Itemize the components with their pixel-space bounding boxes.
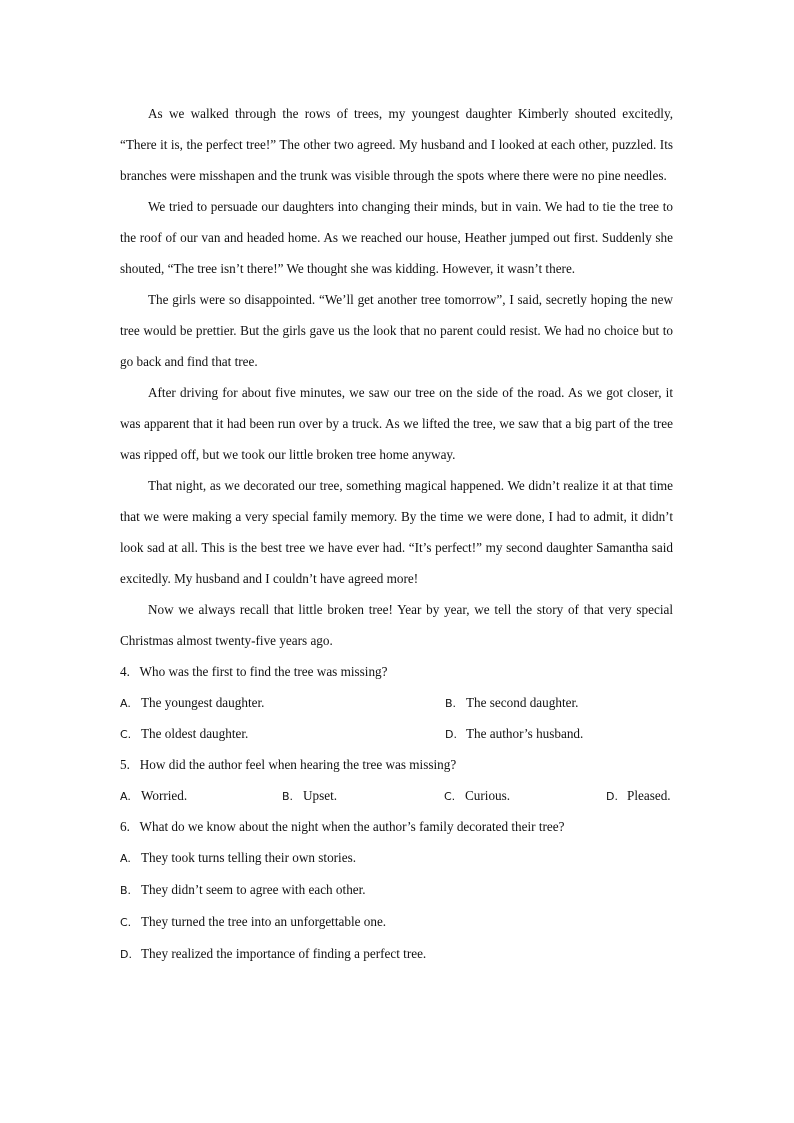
question-number: 5. [120,757,130,772]
option-text: The oldest daughter. [141,726,249,741]
option-b [282,780,337,812]
option-text: Worried. [141,788,188,803]
question-number: 4. [120,664,130,679]
option-a [120,780,187,812]
option-a [120,687,264,719]
passage-paragraph-5: That night, as we decorated our tree, something magical happened. We didn’t realize it at that time that we were making a very special family memory. By the time we were done, I had to admit, it didn’t look sad at all. This is the best tree we have ever had. “It’s perfect!” my second daughter Samantha said excitedly. My husband and I couldn’t have agreed more! [120,478,673,586]
passage [120,98,673,656]
document-page [120,98,673,970]
option-d [445,718,583,750]
passage-paragraph-4: After driving for about five minutes, we saw our tree on the side of the road. As we got closer, it was apparent that it had been run over by a truck. As we lifted the tree, we saw that a big part of the tree was ripped off, but we took our little broken tree home anyway. [120,385,673,462]
option-letter: D. [606,790,618,803]
option-letter: D. [445,728,457,741]
question-text: How did the author feel when hearing the tree was missing? [139,757,457,772]
option-d [606,780,671,812]
option-text: They turned the tree into an unforgettable one. [141,914,387,929]
option-letter: B. [282,790,294,803]
option-letter: A. [120,697,131,710]
passage-paragraph-6: Now we always recall that little broken tree! Year by year, we tell the story of that very special Christmas almost twenty-five years ago. [120,602,673,648]
option-b [120,874,673,906]
option-text: Curious. [465,788,511,803]
question-6 [120,811,673,970]
option-c [120,906,673,938]
passage-paragraph-2: We tried to persuade our daughters into changing their minds, but in vain. We had to tie the tree to the roof of our van and headed home. As we reached our house, Heather jumped out first. Suddenly she shouted, “The tree isn’t there!” We thought she was kidding. However, it wasn’t there. [120,199,673,276]
option-text: The youngest daughter. [141,695,265,710]
option-b [445,687,578,719]
option-letter: C. [120,728,132,741]
option-letter: A. [120,790,131,803]
question-4 [120,656,673,749]
question-number: 6. [120,819,130,834]
option-text: They realized the importance of finding a perfect tree. [141,946,427,961]
option-text: The second daughter. [466,695,579,710]
option-letter: A. [120,852,131,865]
question-5-options-row [120,780,673,811]
question-4-options-row-1 [120,687,673,718]
question-4-stem [120,656,673,687]
question-4-options-row-2 [120,718,673,749]
question-6-stem [120,811,673,842]
option-letter: C. [120,916,132,929]
option-text: Upset. [303,788,338,803]
question-text: Who was the first to find the tree was missing? [139,664,388,679]
option-text: Pleased. [627,788,671,803]
option-letter: B. [445,697,457,710]
question-5 [120,749,673,811]
question-text: What do we know about the night when the author’s family decorated their tree? [139,819,565,834]
option-letter: C. [444,790,456,803]
option-c [444,780,510,812]
passage-paragraph-1: As we walked through the rows of trees, my youngest daughter Kimberly shouted excitedly, “There it is, the perfect tree!” The other two agreed. My husband and I looked at each other, puzzled. Its branches were misshapen and the trunk was visible through the spots where there were no pine needles. [120,106,673,183]
option-c [120,718,248,750]
question-5-stem [120,749,673,780]
option-d [120,938,673,970]
option-text: They took turns telling their own stories. [141,850,356,865]
option-text: The author’s husband. [466,726,584,741]
option-text: They didn’t seem to agree with each other. [141,882,366,897]
option-letter: D. [120,948,132,961]
passage-paragraph-3: The girls were so disappointed. “We’ll get another tree tomorrow”, I said, secretly hoping the new tree would be prettier. But the girls gave us the look that no parent could resist. We had no choice but to go back and find that tree. [120,292,673,369]
option-letter: B. [120,884,132,897]
option-a [120,842,673,874]
